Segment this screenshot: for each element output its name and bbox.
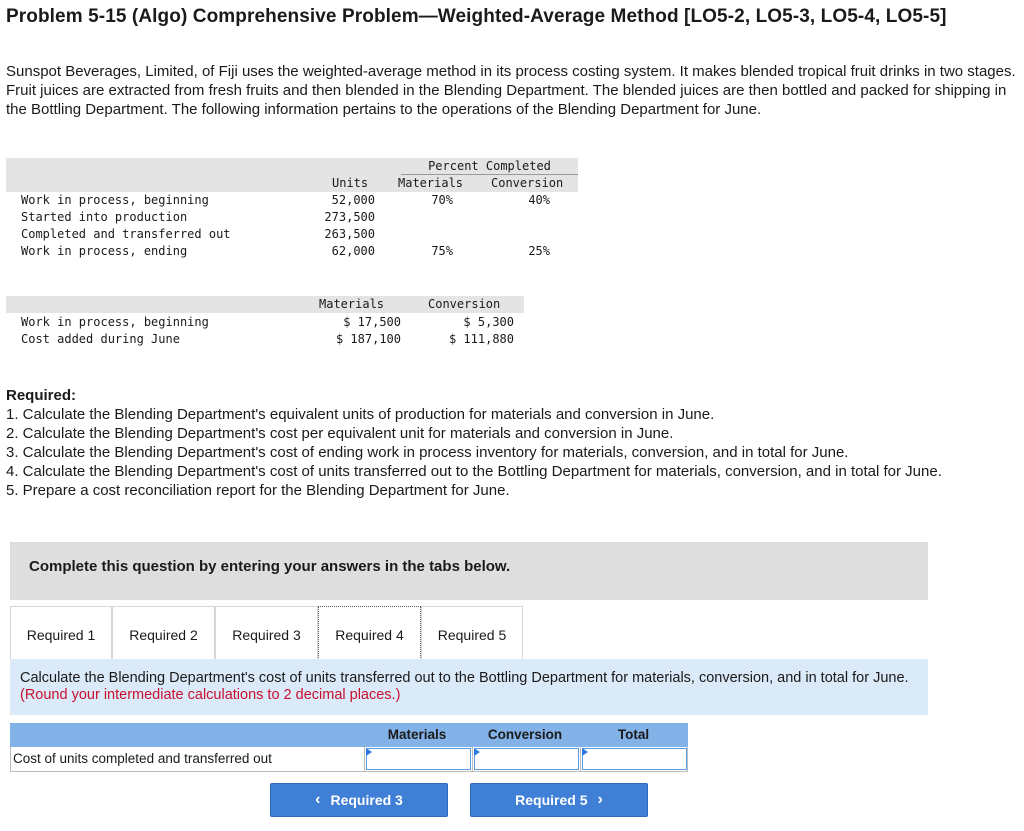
table-row-label: Started into production [21, 210, 188, 224]
materials-percent: 75% [431, 244, 453, 258]
table-row-label: Work in process, ending [21, 244, 188, 258]
table-row [10, 747, 688, 772]
required-item: 5. Prepare a cost reconciliation report for the Blending Department for June. [6, 482, 510, 499]
answer-table [10, 723, 688, 772]
chevron-left-icon: ‹ [315, 791, 321, 808]
next-button-label: Required 5 [515, 792, 588, 808]
percent-completed-header: Percent Completed [401, 159, 578, 175]
materials-column-header: Materials [398, 176, 464, 190]
required-section [6, 386, 1011, 500]
materials-percent: 70% [431, 193, 453, 207]
conversion-column-header: Conversion [487, 727, 563, 742]
conversion-cell [472, 747, 580, 771]
table-row-label: Cost added during June [21, 332, 180, 346]
required-item: 1. Calculate the Blending Department's equivalent units of production for materials and conversion in June. [6, 406, 715, 423]
required-heading: Required: [6, 387, 77, 404]
units-value: 52,000 [331, 193, 375, 207]
cost-table [6, 296, 524, 348]
input-marker-icon [582, 748, 588, 756]
chevron-right-icon: › [597, 791, 603, 808]
conversion-cost: $ 5,300 [463, 315, 514, 329]
instruction-text: Calculate the Blending Department's cost of units transferred out to the Bottling Department for materials, conversion, and in total for June. [20, 670, 909, 686]
materials-column-header: Materials [387, 727, 447, 742]
total-input[interactable] [582, 748, 687, 770]
tab-required-3[interactable]: Required 3 [215, 606, 318, 662]
units-table [6, 158, 578, 261]
materials-column-header: Materials [319, 297, 385, 311]
conversion-cost: $ 111,880 [448, 332, 514, 346]
page-title: Problem 5-15 (Algo) Comprehensive Problem—Weighted-Average Method [LO5-2, LO5-3, LO5-4, LO5-5] [6, 6, 947, 27]
prev-required-button[interactable] [270, 783, 448, 817]
materials-cost: $ 17,500 [343, 315, 401, 329]
required-item: 2. Calculate the Blending Department's cost per equivalent unit for materials and conversion in June. [6, 425, 674, 442]
input-marker-icon [474, 748, 480, 756]
total-cell [580, 747, 688, 771]
conversion-column-header: Conversion [428, 297, 501, 311]
materials-input[interactable] [366, 748, 471, 770]
intro-paragraph: Sunspot Beverages, Limited, of Fiji uses the weighted-average method in its process costing system. It makes blended tropical fruit drinks in two stages. Fruit juices are extracted from fresh fruits and then blended in the Blending Department. The blended juices are then bottled and packed for shipping in the Bottling Department. The following information pertains to the operations of the Blending Department for June. [6, 63, 1016, 118]
input-marker-icon [366, 748, 372, 756]
prev-button-label: Required 3 [330, 792, 403, 808]
tab-required-2[interactable]: Required 2 [112, 606, 215, 662]
units-value: 62,000 [331, 244, 375, 258]
table-row-label: Work in process, beginning [21, 193, 209, 207]
table-row-label: Completed and transferred out [21, 227, 231, 241]
tab-required-5[interactable]: Required 5 [421, 606, 523, 662]
materials-cell [364, 747, 472, 771]
conversion-percent: 25% [528, 244, 550, 258]
answer-table-header [10, 723, 688, 747]
materials-cost: $ 187,100 [335, 332, 401, 346]
row-label: Cost of units completed and transferred out [13, 751, 272, 766]
required-item: 4. Calculate the Blending Department's cost of units transferred out to the Bottling Department for materials, conversion, and in total for June. [6, 463, 942, 480]
tab-required-1[interactable]: Required 1 [10, 606, 112, 662]
tab-instruction [10, 659, 928, 715]
units-column-header: Units [332, 176, 369, 190]
next-required-button[interactable] [470, 783, 648, 817]
table-row-label: Work in process, beginning [21, 315, 209, 329]
instructions-banner: Complete this question by entering your answers in the tabs below. [10, 542, 928, 600]
total-column-header: Total [617, 727, 650, 742]
conversion-column-header: Conversion [491, 176, 564, 190]
units-value: 263,500 [324, 227, 375, 241]
conversion-percent: 40% [528, 193, 550, 207]
units-value: 273,500 [324, 210, 375, 224]
tab-required-4[interactable]: Required 4 [318, 606, 421, 662]
required-item: 3. Calculate the Blending Department's cost of ending work in process inventory for materials, conversion, and in total for June. [6, 444, 849, 461]
rounding-note: (Round your intermediate calculations to 2 decimal places.) [20, 687, 401, 703]
conversion-input[interactable] [474, 748, 579, 770]
